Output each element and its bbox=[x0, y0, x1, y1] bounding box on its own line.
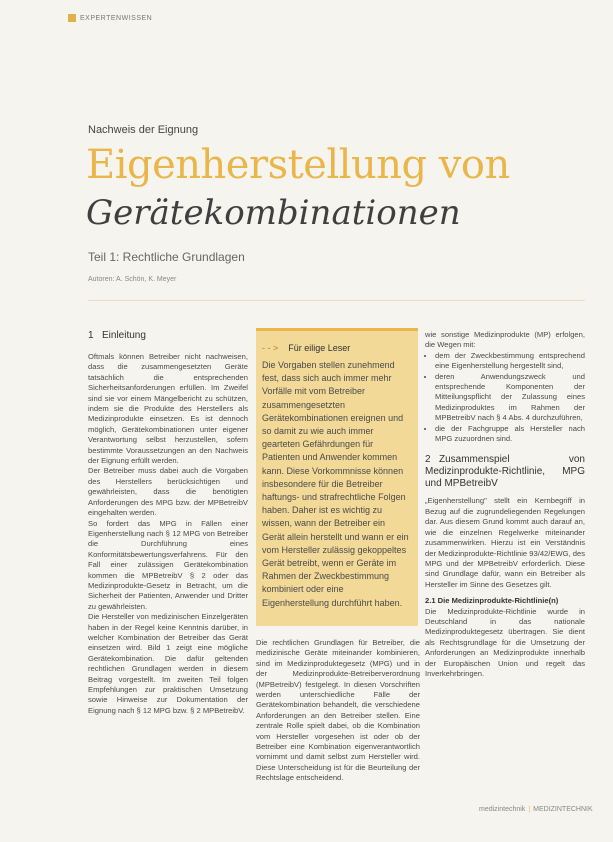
summary-box-heading: Für eilige Leser bbox=[288, 343, 351, 353]
section2-number: 2 bbox=[425, 454, 431, 466]
divider bbox=[88, 300, 585, 301]
bullet-list bbox=[425, 351, 585, 445]
summary-box-body: Die Vorgaben stellen zunehmend fest, dass sich auch immer mehr Vorfälle mit vom Betreiber zusammengesetzten Gerätekombinationen ereignen und so damit zu wie auch immer gearteten Gefährdungen für Patienten und Anwender kommen kann. Diese Vorkommnisse können insbesondere für die Betreiber haftungs- und strafrechtliche Folgen haben. Daher ist es wichtig zu wissen, wann der Betreiber ein Gerät allein herstellt und wann er ein vom Hersteller zulässig gekoppeltes Gerät betreibt, wenn er Geräte im Rahmen der Zweckbestimmung kombiniert oder eine Eigenherstellung durchführt haben. bbox=[262, 360, 409, 608]
summary-box-title bbox=[262, 343, 410, 353]
article-subtitle: Teil 1: Rechtliche Grundlagen bbox=[88, 250, 245, 264]
section2-paragraph-1: „Eigenherstellung" stellt ein Kernbegriff in Bezug auf die zugrundeliegenden Regelungen dar. Aus diesem Grund kommt auch darauf an, wie die einzelnen Regelwerke miteinander zusammenwirken. Hierzu ist ein Verständnis der Medizinprodukte-Richtlinie 93/42/EWG, des MPG und der MPBetreibV erforderlich. Diese sind Grundlage dafür, wann ein Betreiber als Hersteller im Sinne des Gesetzes gilt. bbox=[425, 496, 585, 589]
running-header bbox=[68, 14, 152, 22]
section2-heading bbox=[425, 454, 585, 490]
article-title-line1: Eigenherstellung von bbox=[86, 142, 510, 188]
column-1 bbox=[88, 352, 248, 716]
section2-title: Zusammenspiel von Medizinprodukte-Richtlinie, MPG und MPBetreibV bbox=[425, 454, 585, 490]
section1-paragraph-3: So fordert das MPG in Fällen einer Eigenherstellung nach § 12 MPG von Betreiber die Durchführung eines Konformitätsbewertungsverfahrens. Für den Fall einer zulässigen Gerätekombination kommen die MPBetreibV § 2 oder das Medizinprodukte-Gesetz in Betracht, um die Sicherheit der Patienten, Anwender und Dritter zu gewährleisten. bbox=[88, 518, 248, 611]
article-title-line2: Gerätekombinationen bbox=[86, 193, 461, 233]
section1-paragraph-2: Der Betreiber muss dabei auch die Vorgaben des Herstellers berücksichtigen und gewährleisten, dass die benötigten Anforderungen des MPG bzw. der MPBetreibV eingehalten werden. bbox=[88, 466, 248, 518]
section1-paragraph-4: Die Hersteller von medizinischen Einzelgeräten haben in der Regel keine Kenntnis darüber, in welcher Kombination der Betreiber das Gerät einsetzen wird. Bild 1 zeigt eine mögliche Gerätekombination. Die dafür geltenden rechtlichen Grundlagen werden in diesem Beitrag vorgestellt. Im zweiten Teil folgen Empfehlungen zur praktischen Umsetzung sowie Hinweise zur Dokumentation der Eignung nach § 12 MPG bzw. § 2 MPBetreibV. bbox=[88, 612, 248, 715]
column-3-intro: wie sonstige Medizinprodukte (MP) erfolgen, die Wegen mit: bbox=[425, 330, 585, 350]
footer-left: medizintechnik bbox=[479, 806, 526, 813]
subsection-2-1-heading: 2.1 Die Medizinprodukte-Richtlinie(n) bbox=[425, 596, 559, 606]
section1-number: 1 bbox=[88, 330, 94, 341]
arrow-icon: - - > bbox=[262, 343, 279, 353]
column-2-paragraph: Die rechtlichen Grundlagen für Betreiber, die medizinische Geräte miteinander kombinieren, sind im Medizinproduktegesetz (MPG) und in der Medizinprodukte-Betreiberverordnung (MPBetreibV) festgelegt. In diesen Vorschriften werden unterschiedliche Fälle der Gerätekombination behandelt, die verschiedene Anforderungen an den Betreiber stellen. Eine zentrale Rolle spielt dabei, ob die Kombination vom Hersteller vorgesehen ist oder ob der Betreiber eine Kombination eigenverantwortlich vornimmt und damit selbst zum Hersteller wird. Diese Unterscheidung ist für die Beurteilung der Rechtslage entscheidend. bbox=[256, 638, 420, 783]
column-2 bbox=[256, 638, 420, 784]
summary-box bbox=[256, 328, 418, 626]
header-label: EXPERTENWISSEN bbox=[80, 14, 153, 22]
header-marker-icon bbox=[68, 14, 76, 22]
footer-right: MEDIZINTECHNIK bbox=[533, 806, 593, 813]
section1-paragraph-1: Oftmals können Betreiber nicht nachweisen, dass die zusammengesetzten Geräte tatsächlich die entsprechenden Sicherheitsanforderungen erfüllen. Im Zweifel sind sie vor einem Mängelbericht zu schützen, indem sie die Produkte des Herstellers als Medizinprodukte einsetzen. Es ist dennoch möglich, Gerätekombinationen unter eigener Verantwortung selbst herzustellen, sofern bestimmte Voraussetzungen an den Nachweis der Eignung erfüllt werden. bbox=[88, 352, 248, 466]
subsection-2-1-paragraph: Die Medizinprodukte-Richtlinie wurde in Deutschland in das nationale Medizinproduktegesetz übertragen. Sie dient als Rechtsgrundlage für die Umsetzung der Anforderungen an Medizinprodukte innerhalb der Europäischen Union und regelt das Inverkehrbringen. bbox=[425, 606, 585, 678]
bullet-item: • dem der Zweckbestimmung entsprechend eine Eigenherstellung hergestellt sind, bbox=[435, 351, 585, 372]
section1-title: Einleitung bbox=[102, 330, 146, 341]
column-3 bbox=[425, 330, 585, 679]
section1-heading bbox=[88, 330, 146, 342]
article-authors: Autoren: A. Schön, K. Meyer bbox=[88, 276, 177, 283]
article-kicker: Nachweis der Eignung bbox=[88, 124, 199, 136]
footer-separator: | bbox=[528, 806, 531, 813]
bullet-item: • deren Anwendungszweck und entsprechende Komponenten der Mitteilungspflicht der Zulassung eines Medizinproduktes im Rahmen der MPBetreibV nach § 4 Abs. 4 durchzuführen, bbox=[435, 372, 585, 424]
page-footer bbox=[479, 806, 593, 813]
bullet-item: • die der Fachgruppe als Hersteller nach MPG zuzuordnen sind. bbox=[435, 424, 585, 445]
